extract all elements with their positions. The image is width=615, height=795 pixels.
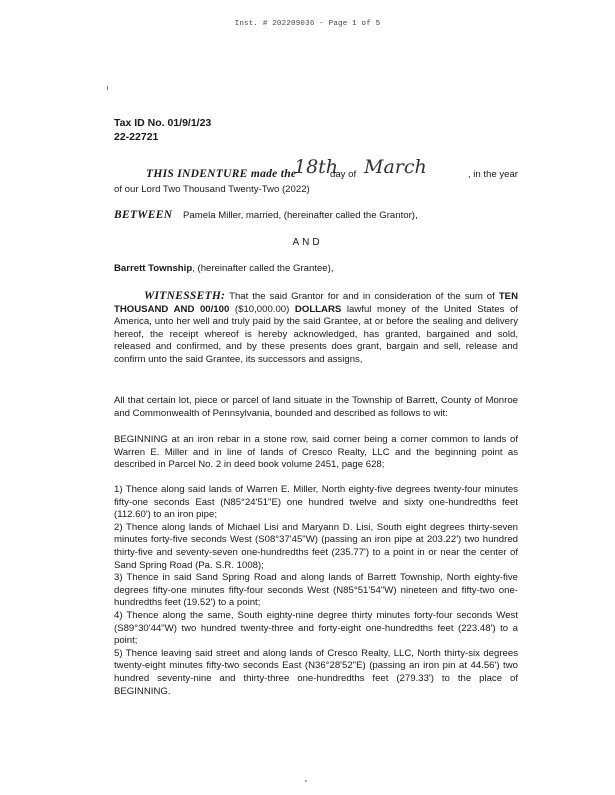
tax-id: Tax ID No. 01/9/1/23	[114, 117, 212, 129]
all-that-paragraph: All that certain lot, piece or parcel of land situate in the Township of Barrett, County of Monroe and Commonwealth of Pennsylvania, bounded and described as follows to wit:	[114, 395, 518, 419]
and-separator: AND	[292, 237, 323, 248]
witnesseth-text-2: ($10,000.00)	[229, 303, 295, 315]
in-the-year-label: , in the year	[467, 169, 518, 180]
tax-id-block	[114, 116, 211, 144]
year-line: of our Lord Two Thousand Twenty-Two (2022)	[114, 184, 310, 195]
courses-list	[114, 484, 518, 698]
grantee-rest: , (hereinafter called the Grantee),	[192, 263, 334, 274]
handwritten-month: March	[364, 156, 427, 178]
grantee-line	[114, 263, 518, 276]
indenture-line	[114, 156, 518, 186]
beginning-paragraph: BEGINNING at an iron rebar in a stone row, said corner being a corner common to lands of Warren E. Miller and in line of lands of Cresco Realty, LLC and the beginning point as described in Parcel No. 2 in deed book volume 2451, page 628;	[114, 434, 518, 471]
grantee-name: Barrett Township	[114, 263, 193, 274]
course-item: 3) Thence in said Sand Spring Road and along lands of Barrett Township, North eighty-five degrees fifty-one minutes fifty-four seconds West (N85°51'54"W) nineteen and fifty-two one-hundredths feet (19.52') to a point;	[114, 572, 518, 609]
recording-header: Inst. # 202209036 - Page 1 of 5	[234, 20, 381, 28]
tax-id-secondary: 22-22721	[114, 131, 159, 143]
course-item: 5) Thence leaving said street and along lands of Cresco Realty, LLC, North thirty-six degrees twenty-eight minutes fifty-two seconds East (N36°28'52"E) (passing an iron pin at 44.56') two hundred seventy-nine and thirty-three one-hundredths feet (279.33') to the place of BEGINNING.	[114, 647, 518, 697]
course-item: 4) Thence along the same, South eighty-nine degree thirty minutes forty-four seconds West (S89°30'44"W) two hundred twenty-three and forty-eight one-hundredths feet (223.48') to a point;	[114, 609, 518, 647]
witnesseth-amount: TEN THOUSAND AND 00/100	[114, 291, 518, 315]
witnesseth-label: WITNESSETH:	[144, 290, 226, 302]
between-label: BETWEEN	[114, 209, 173, 221]
indenture-intro: THIS INDENTURE made the	[146, 168, 297, 180]
grantor-text: Pamela Miller, married, (hereinafter called the Grantor),	[183, 210, 418, 221]
scan-mark-bottom	[305, 780, 307, 782]
course-item: 1) Thence along said lands of Warren E. Miller, North eighty-five degrees twenty-four minutes fifty-one seconds East (N85°24'51"E) one hundred twelve and sixty one-hundredths feet (112.60') to an iron pipe;	[114, 484, 518, 521]
witnesseth-paragraph	[114, 290, 518, 367]
between-line	[114, 209, 418, 221]
course-item: 2) Thence along lands of Michael Lisi and Maryann D. Lisi, South eight degrees thirty-seven minutes forty-five seconds West (S08°37'45"W) (passing an iron pipe at 203.22') two hundred thirty-five and seventy-seven one-hundredths feet (235.77') to a point in or near the center of Sand Spring Road (Pa. S.R. 1008);	[114, 521, 518, 571]
witnesseth-text-3: lawful money of the United States of America, unto her well and truly paid by the said Grantee, at or before the sealing and delivery hereof, the receipt whereof is hereby acknowledged, has granted, bargained and sold, released and confirmed, and by these presents does grant, bargain and sell, release and confirm unto the said Grantee, its successors and assigns,	[114, 303, 519, 365]
scan-mark	[107, 86, 108, 90]
day-of-label: day of	[330, 169, 357, 180]
witnesseth-dollars: DOLLARS	[294, 303, 342, 315]
witnesseth-text-1: That the said Grantor for and in consideration of the sum of	[225, 291, 499, 302]
handwritten-day: 18th	[294, 156, 339, 178]
